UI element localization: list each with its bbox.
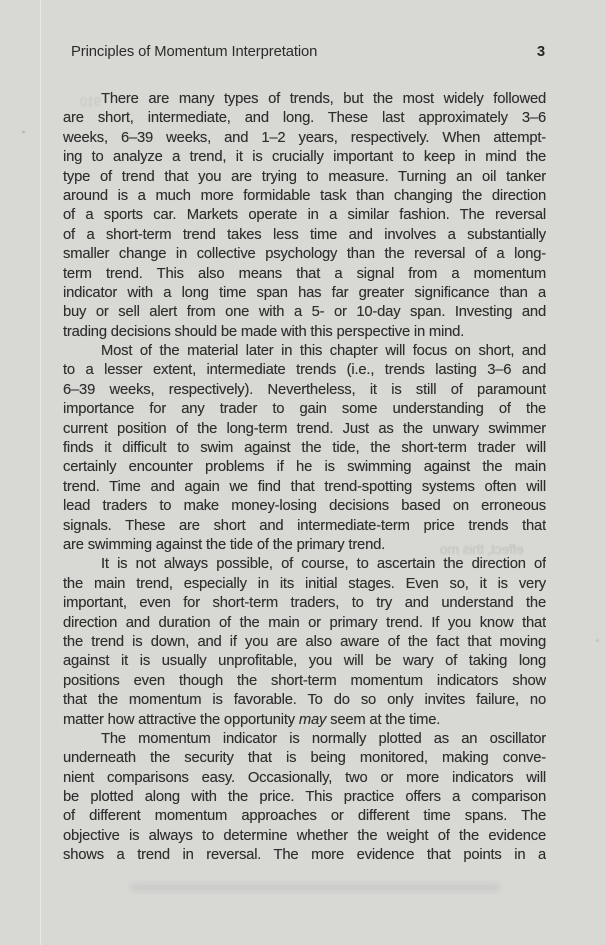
scan-speck-artifact <box>596 639 599 642</box>
text-line: current position of the long-term trend. Just as the unwary swimmer <box>63 420 546 437</box>
text-line: shows a trend in reversal. The more evidence that points in a <box>63 847 546 864</box>
text-line: term trend. This also means that a signal from a momentum <box>63 265 546 282</box>
text-line: are short, intermediate, and long. These last approximately 3–6 <box>63 110 546 127</box>
text-line: trading decisions should be made with this perspective in mind. <box>63 323 465 340</box>
text-line: importance for any trader to gain some understanding of the <box>63 401 546 418</box>
text-line: Most of the material later in this chapter will focus on short, and <box>101 343 546 360</box>
text-line: matter how attractive the opportunity may seem at the time. <box>63 711 441 728</box>
text-line: smaller change in collective psychology than the reversal of a long- <box>63 246 546 263</box>
bleed-through-artifact: 910 <box>80 94 102 109</box>
text-line: certainly encounter problems if he is swimming against the main <box>63 459 546 476</box>
text-line: are swimming against the tide of the primary trend. <box>63 536 386 553</box>
text-line: of different momentum approaches or different time spans. The <box>63 808 546 825</box>
text-line: indicator with a long time span has far greater significance than a <box>63 284 546 301</box>
text-line: objective is always to determine whether the weight of the evidence <box>63 827 546 844</box>
page-number: 3 <box>536 44 545 60</box>
text-line: the trend is down, and if you are also aware of the fact that moving <box>63 633 546 650</box>
text-line: finds it difficult to swim against the tide, the short-term trader will <box>63 440 546 457</box>
text-line: important, even for short-term traders, to try and understand the <box>63 595 546 612</box>
text-line: lead traders to make money-losing decisions based on erroneous <box>63 498 546 515</box>
text-line: nient comparisons easy. Occasionally, two or more indicators will <box>63 769 546 786</box>
text-line: that the momentum is favorable. To do so only invites failure, no <box>63 692 546 709</box>
scan-speck-artifact <box>22 131 25 133</box>
text-line: against it is usually unprofitable, you will be wary of taking long <box>63 653 546 670</box>
text-line: weeks, 6–39 weeks, and 1–2 years, respectively. When attempt- <box>63 129 546 146</box>
scan-smudge-artifact <box>130 883 500 892</box>
text-line: buy or sell alert from one with a 5- or 10-day span. Investing and <box>63 304 546 321</box>
text-line: trend. Time and again we find that trend-spotting systems often will <box>63 478 546 495</box>
text-line: the main trend, especially in its initial stages. Even so, it is very <box>63 575 546 592</box>
text-line: positions even though the short-term momentum indicators show <box>63 672 546 689</box>
chapter-title: Principles of Momentum Interpretation <box>71 44 318 60</box>
text-line: of a short-term trend takes less time and involves a substantially <box>63 226 546 243</box>
text-line: around is a much more formidable task than changing the direction <box>63 187 546 204</box>
text-line: ing to analyze a trend, it is crucially important to keep in mind the <box>63 149 546 166</box>
text-line: There are many types of trends, but the most widely followed <box>101 91 546 107</box>
body-text <box>63 90 546 866</box>
running-header <box>63 44 546 60</box>
text-line: of a sports car. Markets operate in a similar fashion. The reversal <box>63 207 546 224</box>
text-line: signals. These are short and intermediate-term price trends that <box>63 517 546 534</box>
text-line: It is not always possible, of course, to ascertain the direction of <box>101 556 546 573</box>
bleed-through-artifact: effect, this mo <box>440 541 524 557</box>
text-line: to a lesser extent, intermediate trends (i.e., trends lasting 3–6 and <box>63 362 546 379</box>
text-line: The momentum indicator is normally plotted as an oscillator <box>101 730 546 747</box>
text-line: type of trend that you are trying to measure. Turning an oil tanker <box>63 168 546 185</box>
text-line: underneath the security that is being monitored, making conve- <box>63 750 546 767</box>
text-line: direction and duration of the main or primary trend. If you know that <box>63 614 546 631</box>
text-line: be plotted along with the price. This practice offers a comparison <box>63 789 546 806</box>
text-line: 6–39 weeks, respectively). Nevertheless, it is still of paramount <box>63 381 546 398</box>
